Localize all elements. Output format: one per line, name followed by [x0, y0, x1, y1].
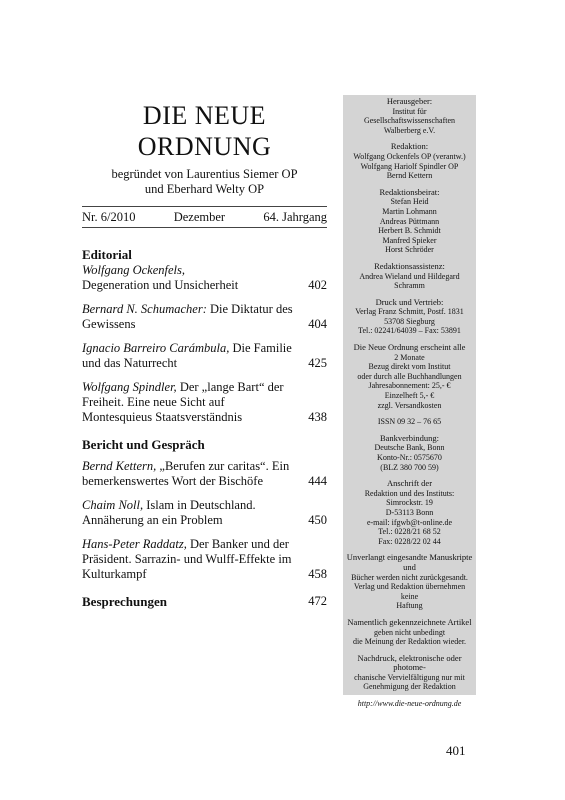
entry-text: [82, 537, 297, 582]
imprint-disclaimer-returns: [346, 553, 473, 611]
entry-page: 458: [308, 567, 327, 581]
imprint-line: Deutsche Bank, Bonn: [374, 443, 445, 453]
reports-list: [82, 459, 327, 582]
section-bericht: Bericht und Gespräch: [82, 437, 205, 452]
entry-title: Der „lange Bart“ der Freiheit. Eine neue Sicht auf Montesquieus Staatsverständnis: [82, 380, 284, 424]
imprint-bank: [346, 434, 473, 472]
imprint-printing: [346, 298, 473, 336]
toc-entry[interactable]: [82, 537, 327, 582]
entry-text: [82, 341, 297, 371]
imprint-line: Redaktionsassistenz:: [374, 260, 445, 271]
title-line-1: DIE NEUE: [142, 101, 267, 130]
imprint-line: Martin Lohmann: [382, 206, 437, 216]
imprint-line: Redaktion:: [390, 141, 429, 152]
entry-title: Die Diktatur des Gewissens: [82, 302, 293, 331]
imprint-line: Simrockstr. 19: [386, 498, 433, 508]
toc-entry[interactable]: [82, 459, 327, 489]
imprint-line: Manfred Spieker: [382, 235, 437, 245]
imprint-line: Herausgeber:: [386, 96, 433, 106]
entry-page: 404: [308, 317, 327, 331]
imprint-line: (BLZ 380 700 59): [380, 462, 439, 472]
journal-title: [82, 100, 327, 162]
imprint-line: Unverlangt eingesandte Manuskripte und: [346, 552, 473, 572]
entry-author: Bernd Kettern,: [82, 459, 157, 473]
entry-author: Bernard N. Schumacher:: [82, 302, 207, 316]
issue-info: [82, 206, 327, 227]
imprint-line: Tel.: 0228/21 68 52: [378, 527, 441, 537]
entry-text: [82, 380, 297, 425]
entry-page: 450: [308, 513, 327, 527]
toc-entry[interactable]: [82, 380, 327, 425]
founder-note: [82, 167, 327, 197]
section-editorial: Editorial: [82, 247, 132, 262]
imprint-line: Bücher werden nicht zurückgesandt.: [351, 572, 468, 582]
imprint-line: Verlag Franz Schmitt, Postf. 1831: [355, 307, 464, 317]
issue-number: Nr. 6/2010: [82, 210, 136, 224]
imprint-publisher: [346, 97, 473, 135]
imprint-line: e-mail: ifgwb@t-online.de: [366, 517, 453, 527]
imprint-line: Bankverbindung:: [379, 432, 440, 443]
page-number: 401: [446, 743, 466, 758]
imprint-line: Gesellschaftswissenschaften: [363, 116, 456, 126]
imprint-line: zzgl. Versandkosten: [377, 400, 442, 410]
imprint-assistants: [346, 262, 473, 291]
entry-page: 425: [308, 356, 327, 370]
imprint-board: [346, 188, 473, 255]
entry-page: 402: [308, 278, 327, 292]
imprint-sidebar: [343, 95, 476, 709]
entry-author: Ignacio Barreiro Carámbula,: [82, 341, 230, 355]
imprint-line: Institut für: [392, 106, 427, 116]
toc-entry-editorial[interactable]: [82, 263, 327, 293]
entry-author: Wolfgang Ockenfels,: [82, 263, 185, 277]
imprint-disclaimer-opinion: [346, 618, 473, 647]
imprint-line: Haftung: [396, 601, 423, 611]
entry-title: Islam in Deutschland. Annäherung an ein Problem: [82, 498, 256, 527]
issue-divider: [82, 227, 327, 228]
imprint-line: Herbert B. Schmidt: [378, 226, 441, 236]
imprint-line: Die Neue Ordnung erscheint alle: [353, 342, 466, 353]
toc-entry-reviews[interactable]: [82, 594, 327, 609]
imprint-line: Stefan Heid: [390, 197, 429, 207]
toc-entry[interactable]: [82, 302, 327, 332]
imprint-line: Andrea Wieland und Hildegard Schramm: [359, 271, 460, 291]
toc-entry[interactable]: [82, 498, 327, 528]
entry-page: 444: [308, 474, 327, 488]
entry-author: Chaim Noll,: [82, 498, 144, 512]
imprint-line: Wolfgang Ockenfels OP (verantw.): [353, 151, 466, 161]
entry-text: [82, 498, 297, 528]
title-line-2: ORDNUNG: [137, 132, 272, 161]
imprint-address: [346, 479, 473, 546]
imprint-line: Wolfgang Hariolf Spindler OP: [360, 161, 459, 171]
entry-text: [82, 459, 297, 489]
imprint-line: die Meinung der Redaktion wieder.: [352, 637, 467, 647]
imprint-line: Druck und Vertrieb:: [375, 296, 444, 307]
section-reviews: Besprechungen: [82, 594, 167, 609]
entry-text: [82, 302, 297, 332]
toc-entry[interactable]: [82, 341, 327, 371]
imprint-frequency: [346, 343, 473, 410]
imprint-line: Walberberg e.V.: [383, 125, 436, 135]
entry-title: Degeneration und Unsicherheit: [82, 278, 239, 292]
entry-page: 472: [308, 594, 327, 608]
imprint-line: Jahresabonnement: 25,- €: [368, 381, 451, 391]
imprint-line: Nachdruck, elektronische oder photome-: [357, 652, 462, 673]
entry-title: Der Banker und der Präsident. Sarrazin- und Wulff-Effekte im Kulturkampf: [82, 537, 292, 581]
imprint-line: 53708 Siegburg: [384, 316, 435, 326]
imprint-line: geben nicht unbedingt: [373, 627, 446, 637]
imprint-line: Verlag und Redaktion übernehmen keine: [353, 582, 466, 601]
imprint-line: Tel.: 02241/64039 – Fax: 53891: [358, 326, 461, 336]
imprint-issn: ISSN 09 32 – 76 65: [377, 417, 442, 427]
table-of-contents: [82, 100, 327, 609]
website-link[interactable]: http://www.die-neue-ordnung.de: [357, 699, 462, 709]
entry-title: Die Familie und das Naturrecht: [82, 341, 292, 370]
imprint-line: Bernd Kettern: [386, 171, 433, 181]
imprint-line: Redaktion und des Instituts:: [364, 488, 455, 498]
imprint-line: chanische Vervielfältigung nur mit: [354, 672, 465, 682]
imprint-line: Konto-Nr.: 0575670: [377, 453, 442, 462]
issue-month: Dezember: [173, 210, 226, 224]
imprint-line: Genehmigung der Redaktion: [363, 682, 456, 692]
imprint-line: D-53113 Bonn: [385, 507, 434, 517]
imprint-line: 2 Monate: [394, 352, 425, 362]
imprint-line: Einzelheft 5,- €: [384, 391, 435, 401]
imprint-line: oder durch alle Buchhandlungen: [357, 371, 462, 381]
entry-author: Hans-Peter Raddatz,: [82, 537, 187, 551]
articles-list: [82, 302, 327, 425]
founder-line-2: und Eberhard Welty OP: [144, 182, 265, 196]
founder-line-1: begründet von Laurentius Siemer OP: [111, 167, 298, 181]
imprint-line: Bezug direkt vom Institut: [368, 362, 451, 372]
imprint-line: Redaktionsbeirat:: [379, 186, 440, 197]
entry-title: „Berufen zur caritas“. Ein bemerkenswertes Wort der Bischöfe: [82, 459, 290, 488]
imprint-line: Fax: 0228/22 02 44: [378, 536, 441, 546]
entry-author: Wolfgang Spindler,: [82, 380, 177, 394]
imprint-editors: [346, 142, 473, 180]
imprint-line: Namentlich gekennzeichnete Artikel: [347, 616, 472, 627]
imprint-disclaimer-reprint: [346, 654, 473, 692]
imprint-line: Andreas Püttmann: [379, 216, 440, 226]
imprint-line: Horst Schröder: [385, 245, 434, 255]
entry-page: 438: [308, 410, 327, 424]
issue-year: 64. Jahrgang: [263, 210, 327, 224]
imprint-line: Anschrift der: [386, 478, 433, 489]
